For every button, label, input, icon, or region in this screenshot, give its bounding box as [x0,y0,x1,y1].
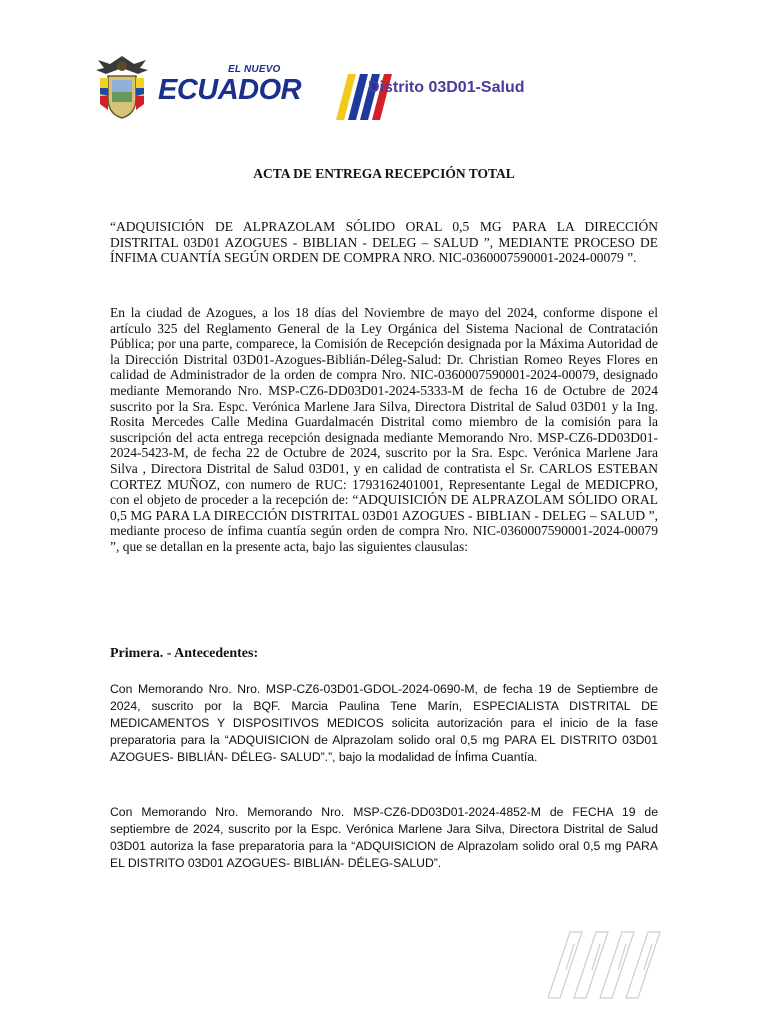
section-heading: Primera. - Antecedentes: [110,646,259,661]
antecedent-paragraph-1: Con Memorando Nro. Nro. MSP-CZ6-03D01-GDOL-2024-0690-M, de fecha 19 de Septiembre de 2024, suscrito por la BQF. Marcia Paulina Tene Marín, ESPECIALISTA DISTRITAL DE MEDICAMENTOS Y DISPOSITIVOS MEDICOS solicita autorización para el inicio de la fase preparatoria para la “ADQUISICION de Alprazolam solido oral 0,5 mg PARA EL DISTRITO 03D01 AZOGUES- BIBLIÁN- DÉLEG- SALUD”.”, bajo la modalidad de Ínfima Cuantía. [110,682,658,764]
coat-of-arms-icon [94,54,150,122]
logo-big-text: ECUADOR [158,74,302,106]
letterhead [92,54,692,124]
subject-paragraph: “ADQUISICIÓN DE ALPRAZOLAM SÓLIDO ORAL 0,5 MG PARA LA DIRECCIÓN DISTRITAL 03D01 AZOGUES - BIBLIAN - DELEG – SALUD ”, MEDIANTE PROCESO DE ÍNFIMA CUANTÍA SEGÚN ORDEN DE COMPRA NRO. NIC-0360007590001-2024-00079 ”. [110,219,658,265]
intro-paragraph: En la ciudad de Azogues, a los 18 días del Noviembre de mayo del 2024, conforme dispone el artículo 325 del Reglamento General de la Ley Orgánica del Sistema Nacional de Contratación Pública; por una parte, comparece, la Comisión de Recepción designada por la Máxima Autoridad de la Dirección Distrital 03D01-Azogues-Biblián-Déleg-Salud: Dr. Christian Romeo Reyes Flores en calidad de Administrador de la orden de compra Nro. NIC-0360007590001-2024-00079, designado mediante Memorando Nro. MSP-CZ6-DD03D01-2024-5333-M de fecha 16 de Octubre de 2024 suscrito por la Sra. Espc. Verónica Marlene Jara Silva, Directora Distrital de Salud 03D01 y la Ing. Rosita Mercedes Calle Medina Guardalmacén Distrital como miembro de la comisión para la suscripción del acta entrega recepción designada mediante Memorando Nro. MSP-CZ6-DD03D01- 2024-5423-M, de fecha 22 de Octubre de 2024, suscrito por la Sra. Espc. Verónica Marlene Jara Silva , Directora Distrital de Salud 03D01, y en calidad de contratista el Sr. CARLOS ESTEBAN CORTEZ MUÑOZ, con numero de RUC: 1793162401001, Representante Legal de MEDICPRO, con el objeto de proceder a la recepción de: “ADQUISICIÓN DE ALPRAZOLAM SÓLIDO ORAL 0,5 MG PARA LA DIRECCIÓN DISTRITAL 03D01 AZOGUES - BIBLIAN - DELEG – SALUD ”, mediante proceso de ínfima cuantía según orden de compra Nro. NIC-0360007590001-2024-00079 ”, que se detallan en la presente acta, bajo las siguientes clausulas: [110,305,658,554]
antecedent-paragraph-2: Con Memorando Nro. Memorando Nro. MSP-CZ6-DD03D01-2024-4852-M de FECHA 19 de septiembre de 2024, suscrito por la Espc. Verónica Marlene Jara Silva, Directora Distrital de Salud 03D01 autoriza la fase preparatoria para la “ADQUISICION de Alprazolam solido oral 0,5 mg PARA EL DISTRITO 03D01 AZOGUES- BIBLIÁN- DÉLEG-SALUD”. [110,805,658,870]
watermark-stripes-icon [548,930,668,1000]
district-label: Distrito 03D01-Salud [368,79,525,96]
el-nuevo-ecuador-logo [158,64,328,114]
logo-small-text: EL NUEVO [228,64,281,75]
document-title: ACTA DE ENTREGA RECEPCIÓN TOTAL [253,166,515,181]
